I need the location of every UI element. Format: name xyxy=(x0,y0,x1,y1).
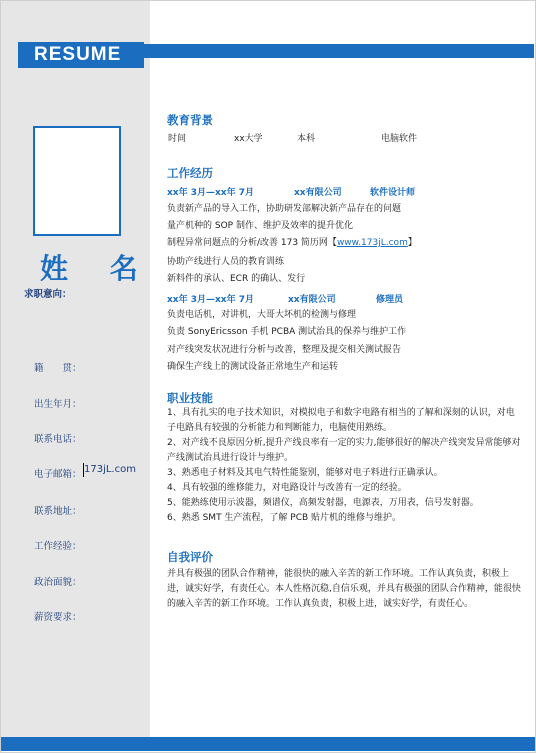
job1-duty: 负责新产品的导入工作，协助研发部解决新产品存在的问题 xyxy=(167,204,402,214)
job2-company: xx有限公司 xyxy=(288,295,336,305)
field-label-experience: 工作经验： xyxy=(34,541,82,552)
edu-time: 时间 xyxy=(168,134,187,144)
job1-role: 软件设计师 xyxy=(370,188,416,198)
work-title: 工作经历 xyxy=(167,166,213,180)
job1-duty-text: 制程异常问题点的分析/改善 173 简历网【 xyxy=(167,238,337,248)
skill-item: 5、能熟练使用示波器，频谱仪，高频发射器，电源表，万用表，信号发射器。 xyxy=(167,498,479,508)
banner-line xyxy=(140,44,534,58)
job1-period: xx年 3月—xx年 7月 xyxy=(167,188,255,198)
skills-list xyxy=(167,406,521,526)
photo-placeholder[interactable] xyxy=(33,126,121,236)
job2-duty: 确保生产线上的测试设备正常地生产和运转 xyxy=(167,362,339,372)
field-label-address: 联系地址： xyxy=(34,506,82,517)
job1-duty: 协助产线进行人员的教育训练 xyxy=(167,257,285,267)
skill-item: 4、具有较强的维修能力，对电路设计与改善有一定的经验。 xyxy=(167,483,407,493)
banner-arrow xyxy=(132,42,146,68)
edu-degree: 本科 xyxy=(297,134,316,144)
skill-item: 2、对产线不良原因分析,提升产线良率有一定的实力,能够很好的解决产线突发异常能够对产线测试治具进行设计与维护。 xyxy=(167,438,521,463)
job1-company: xx有限公司 xyxy=(294,188,342,198)
job2-role: 修理员 xyxy=(376,295,404,305)
field-label-politics: 政治面貌： xyxy=(34,577,82,588)
job2-period: xx年 3月—xx年 7月 xyxy=(167,295,255,305)
email-value[interactable]: 173jL.com xyxy=(84,464,136,475)
edu-major: 电脑软件 xyxy=(381,134,418,144)
self-eval-text: 并具有极强的团队合作精神，能很快的融入辛苦的新工作环境。工作认真负责，积极上进，诚实好学，有责任心。本人性格沉稳,自信乐观，并具有极强的团队合作精神，能很快的融入辛苦的新工作环境。工作认真负责，积极上进，诚实好学，有责任心。 xyxy=(167,569,521,609)
field-label-hometown: 籍 贯： xyxy=(34,363,82,374)
skills-title: 职业技能 xyxy=(167,391,213,405)
field-label-email: 电子邮箱： xyxy=(34,469,82,480)
resume-title: RESUME xyxy=(34,44,122,65)
candidate-name[interactable]: 姓 名 xyxy=(40,252,154,285)
bottom-bar xyxy=(1,737,535,751)
self-eval-title: 自我评价 xyxy=(167,550,213,564)
objective-label: 求职意向： xyxy=(24,289,72,300)
skill-item: 6、熟悉 SMT 生产流程，了解 PCB 贴片机的维修与维护。 xyxy=(167,513,402,523)
job1-duty xyxy=(167,237,417,249)
job1-duty: 量产机种的 SOP 制作、维护及效率的提升优化 xyxy=(167,221,353,231)
bracket-close: 】 xyxy=(407,238,417,248)
job2-duty: 对产线突发状况进行分析与改善，整理及提交相关测试报告 xyxy=(167,345,402,355)
job1-duty: 新料件的承认、ECR 的确认、发行 xyxy=(167,274,306,284)
field-label-salary: 薪资要求： xyxy=(34,612,82,623)
field-label-birth: 出生年月： xyxy=(34,399,82,410)
edu-school: xx大学 xyxy=(234,134,263,144)
skill-item: 3、熟悉电子材料及其电气特性能鉴别，能够对电子料进行正确承认。 xyxy=(167,468,443,478)
skill-item: 1、具有扎实的电子技术知识，对模拟电子和数字电路有相当的了解和深刻的认识，对电子电路具有较强的分析能力和判断能力，电脑使用熟练。 xyxy=(167,408,515,433)
website-link[interactable]: www.173jL.com xyxy=(336,238,408,248)
education-title: 教育背景 xyxy=(167,113,213,127)
job2-duty: 负责电话机，对讲机，大哥大坏机的检测与修理 xyxy=(167,310,357,320)
field-label-phone: 联系电话： xyxy=(34,434,82,445)
job2-duty: 负责 SonyEricsson 手机 PCBA 测试治具的保养与维护工作 xyxy=(167,327,407,337)
